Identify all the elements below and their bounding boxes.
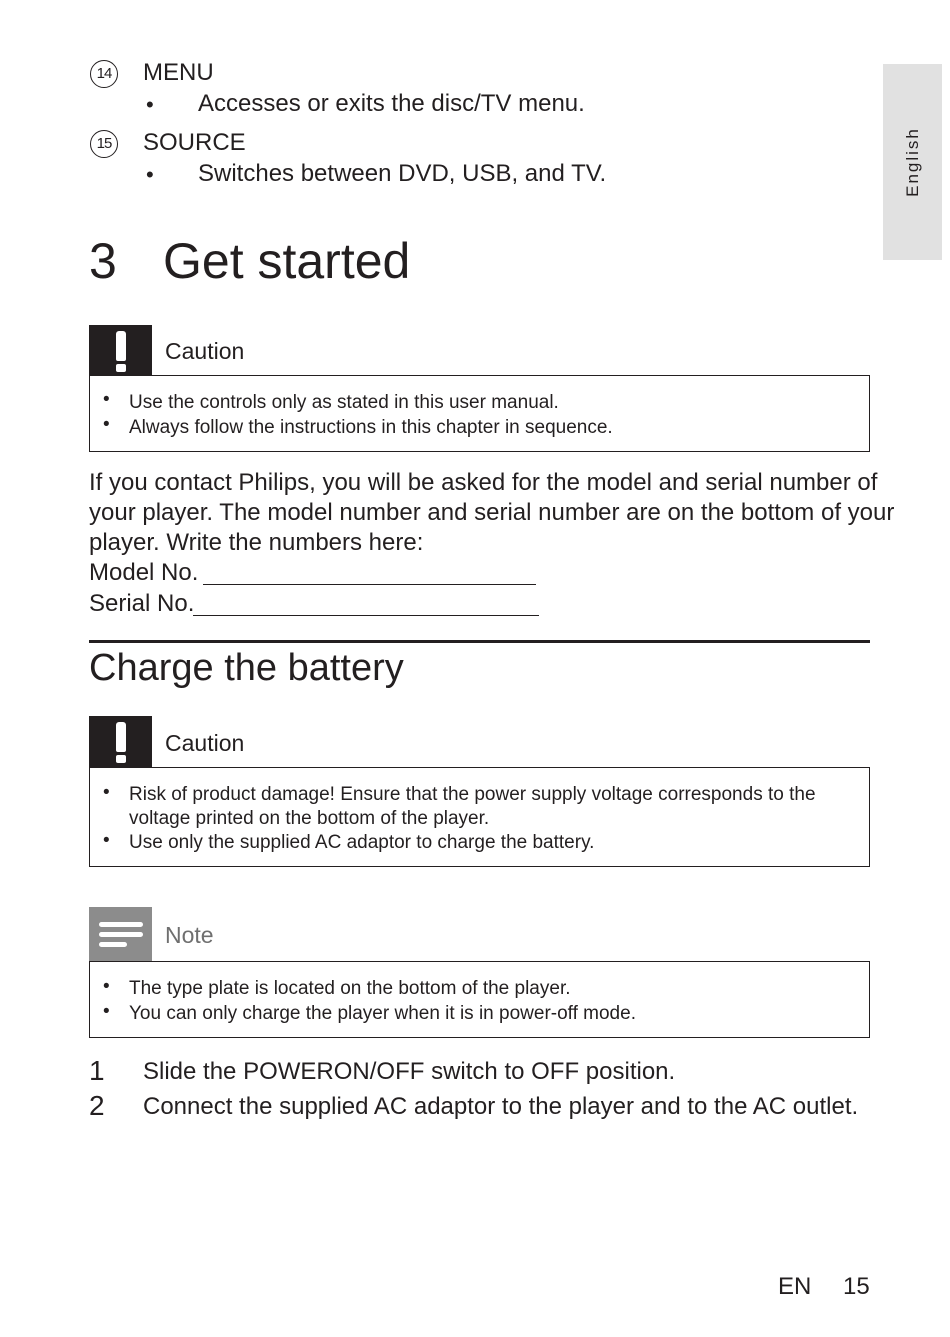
bullet: • <box>103 1001 110 1022</box>
bullet: • <box>146 92 154 117</box>
caution-title: Caution <box>165 338 245 364</box>
caution-icon <box>89 716 152 768</box>
key-description: Accesses or exits the disc/TV menu. <box>198 90 585 117</box>
footer-language: EN <box>778 1273 812 1300</box>
caution-item-line: voltage printed on the bottom of the player. <box>129 808 490 829</box>
model-number-label: Model No. <box>89 559 199 586</box>
bullet: • <box>146 162 154 187</box>
key-name: MENU <box>143 59 214 86</box>
step-number: 1 <box>89 1055 105 1086</box>
model-number-blank <box>203 584 536 585</box>
section-divider <box>89 640 870 643</box>
chapter-number: 3 <box>89 233 117 289</box>
chapter-title: Get started <box>163 233 411 289</box>
bullet: • <box>103 976 110 997</box>
bullet: • <box>103 389 110 410</box>
caution-item: Use only the supplied AC adaptor to charge the battery. <box>129 832 595 853</box>
language-tab <box>883 64 942 260</box>
bullet: • <box>103 830 110 851</box>
caution-item: Always follow the instructions in this chapter in sequence. <box>129 417 613 438</box>
step-number: 2 <box>89 1090 105 1121</box>
key-number-badge: 14 <box>90 60 118 88</box>
caution-title: Caution <box>165 730 245 756</box>
page-number: 15 <box>843 1273 870 1300</box>
intro-line: player. Write the numbers here: <box>89 529 424 556</box>
bullet: • <box>103 414 110 435</box>
intro-line: If you contact Philips, you will be asked for the model and serial number of <box>89 469 878 496</box>
note-icon <box>89 907 152 962</box>
note-box <box>89 961 870 1038</box>
serial-number-label: Serial No. <box>89 590 195 617</box>
note-item: You can only charge the player when it is in power-off mode. <box>129 1003 636 1024</box>
step-text: Slide the POWERON/OFF switch to OFF position. <box>143 1058 676 1085</box>
key-number-badge: 15 <box>90 130 118 158</box>
key-description: Switches between DVD, USB, and TV. <box>198 160 607 187</box>
caution-item-line: Risk of product damage! Ensure that the power supply voltage corresponds to the <box>129 784 816 805</box>
serial-number-blank <box>193 615 539 616</box>
caution-icon <box>89 325 152 377</box>
bullet: • <box>103 782 110 803</box>
caution-box <box>89 375 870 452</box>
intro-line: your player. The model number and serial number are on the bottom of your <box>89 499 895 526</box>
caution-item: Use the controls only as stated in this user manual. <box>129 392 559 413</box>
step-text: Connect the supplied AC adaptor to the player and to the AC outlet. <box>143 1093 859 1120</box>
note-item: The type plate is located on the bottom of the player. <box>129 978 571 999</box>
section-title: Charge the battery <box>89 647 404 689</box>
caution-box <box>89 767 870 867</box>
note-title: Note <box>165 922 214 948</box>
key-name: SOURCE <box>143 129 246 156</box>
language-label: English <box>902 127 922 197</box>
